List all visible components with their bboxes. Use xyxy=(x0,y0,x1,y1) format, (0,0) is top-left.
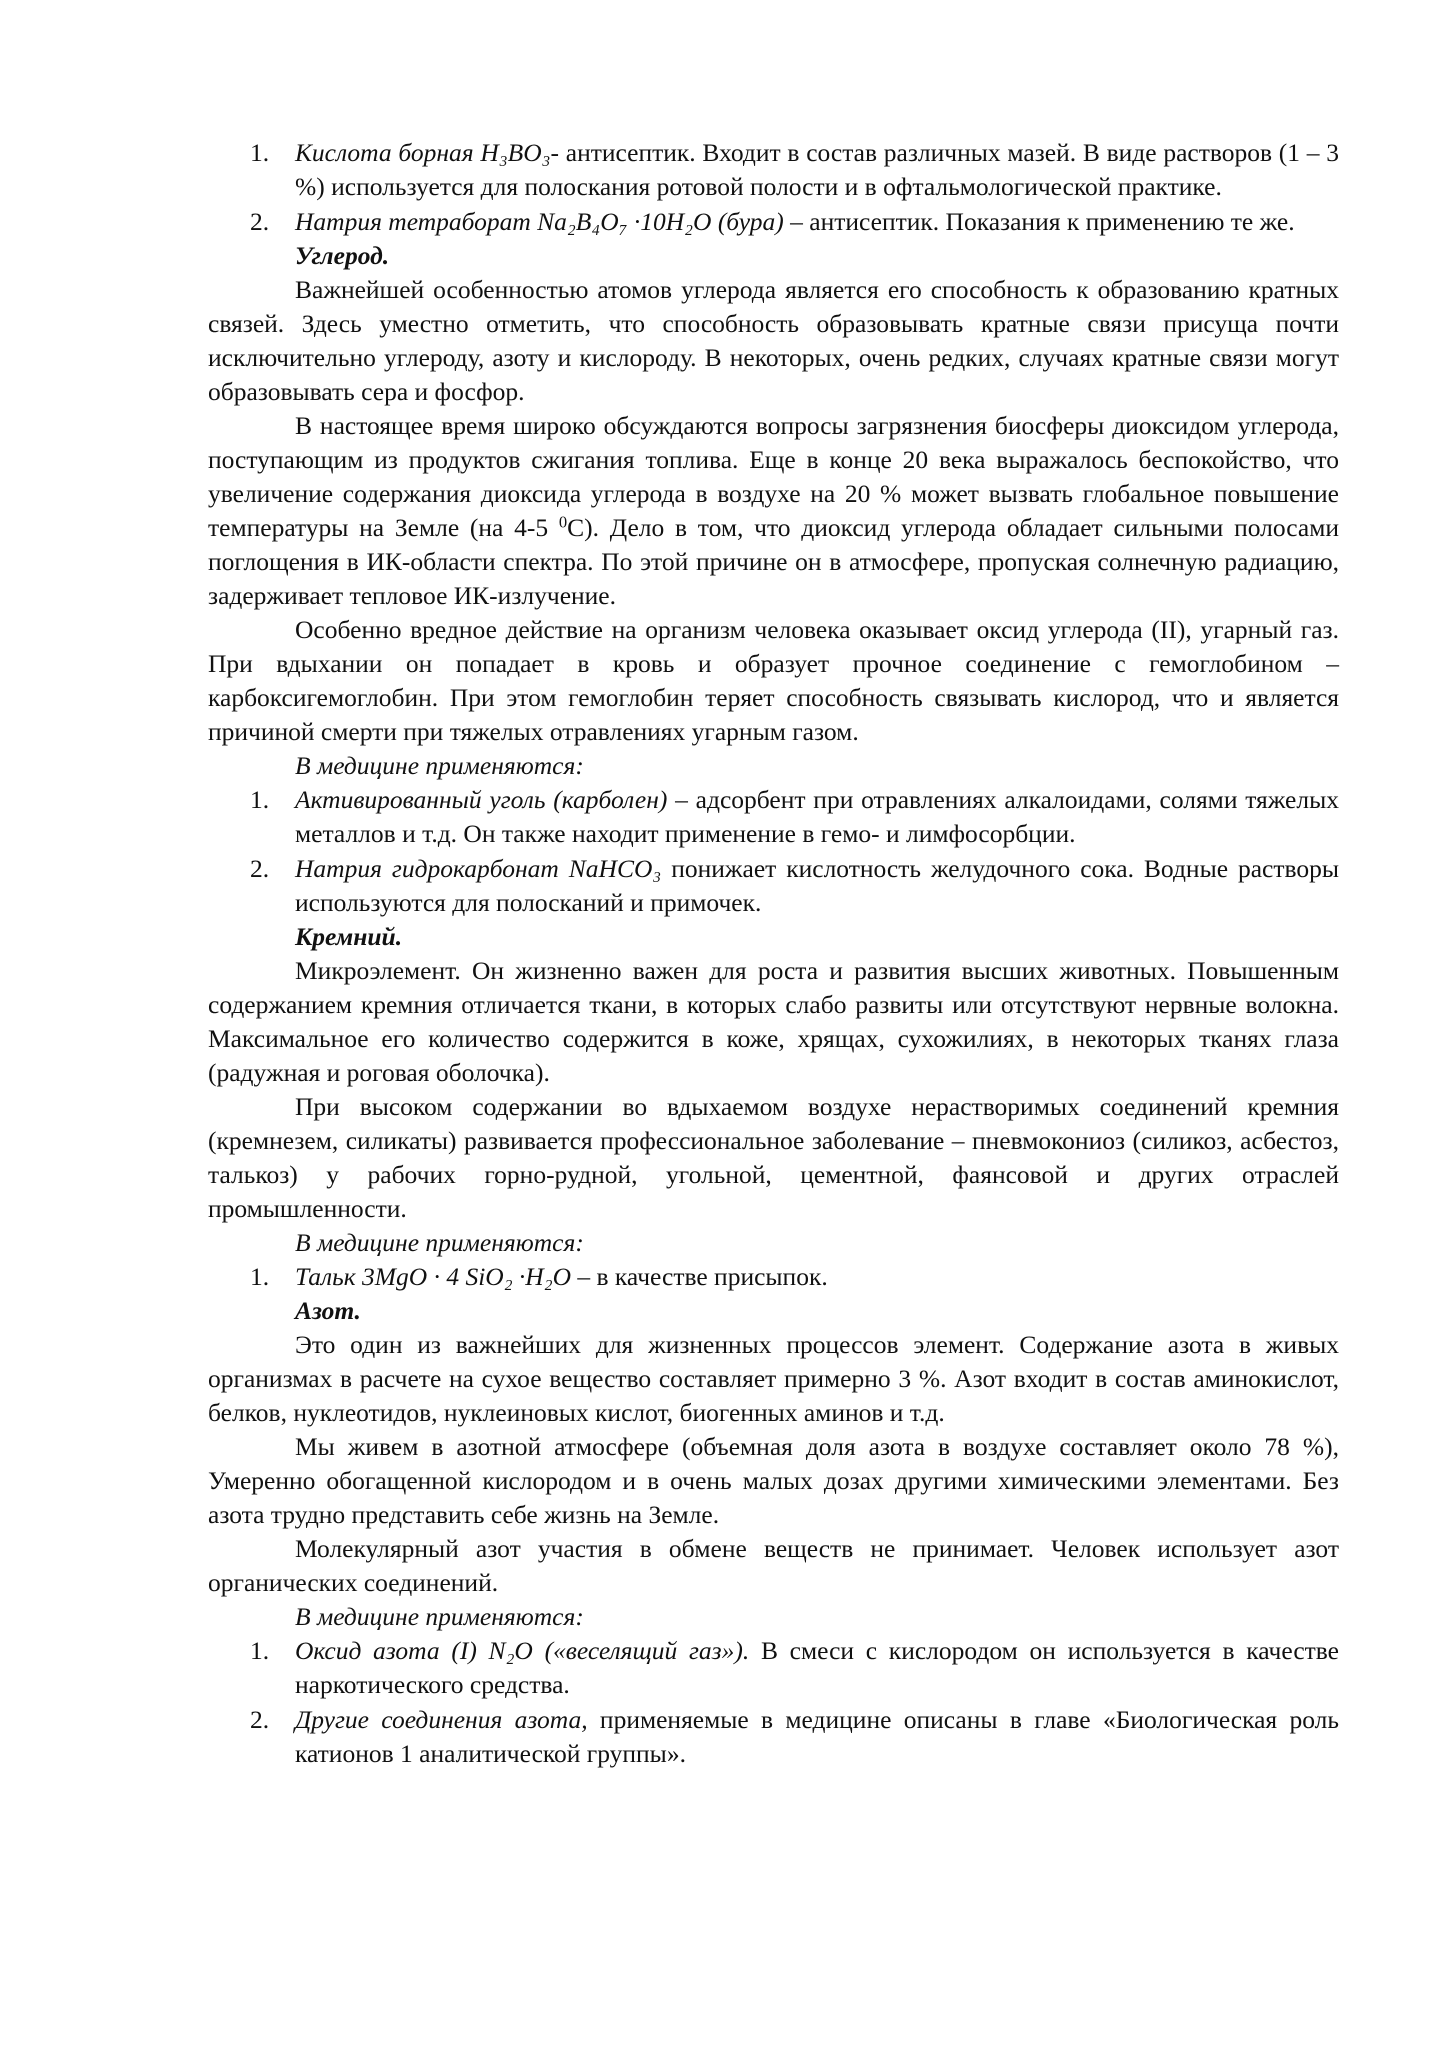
list-item xyxy=(208,1703,1339,1771)
list-text: – антисептик. Показания к применению те же. xyxy=(783,207,1295,236)
paragraph-text: С). Дело в том, что диоксид углерода обладает сильными полосами поглощения в ИК-области спектра. По этой причине он в атмосфере, пропуская солнечную радиацию, задерживает тепловое ИК-излучение. xyxy=(208,513,1339,610)
list-term: Натрия гидрокарбонат NaHCO₃ xyxy=(295,854,662,883)
list-term: Другие соединения азота, xyxy=(295,1705,588,1734)
list-item xyxy=(208,1634,1339,1702)
list-item xyxy=(208,205,1339,239)
section-heading-carbon: Углерод. xyxy=(295,241,390,270)
list-item xyxy=(208,852,1339,920)
paragraph: Микроэлемент. Он жизненно важен для роста и развития высших животных. Повышенным содержанием кремния отличается ткани, в которых слабо развиты или отсутствуют нервные волокна. Максимальное его количество содержится в коже, хрящах, сухожилиях, в некоторых тканях глаза (радужная и роговая оболочка). xyxy=(208,956,1339,1087)
list-number: 2. xyxy=(250,854,270,883)
list-number: 1. xyxy=(250,1636,270,1665)
list-text: – адсорбент при отравлениях алкалоидами, солями тяжелых металлов и т.д. Он также находит применение в гемо- и лимфосорбции. xyxy=(295,785,1339,848)
list-text: понижает кислотность желудочного сока. Водные растворы используются для полосканий и примочек. xyxy=(295,854,1339,917)
paragraph: При высоком содержании во вдыхаемом воздухе нерастворимых соединений кремния (кремнезем, силикаты) развивается профессиональное заболевание – пневмокониоз (силикоз, асбестоз, талькоз) у рабочих горно-рудной, угольной, цементной, фаянсовой и других отраслей промышленности. xyxy=(208,1092,1339,1223)
paragraph xyxy=(208,409,1339,613)
list-number: 2. xyxy=(250,1705,270,1734)
paragraph-text: В настоящее время широко обсуждаются вопросы загрязнения биосферы диоксидом углерода, поступающим из продуктов сжигания топлива. Еще в конце 20 века выражалось беспокойство, что увеличение содержания диоксида углерода в воздухе на 20 % может вызвать глобальное повышение температуры на Земле (на 4-5 xyxy=(208,411,1339,542)
list-text: антисептик. Входит в состав различных мазей. В виде растворов (1 – 3 %) используется для полоскания ротовой полости и в офтальмологической практике. xyxy=(295,138,1340,201)
subheading-medicine: В медицине применяются: xyxy=(295,1228,584,1257)
list-number: 1. xyxy=(250,138,270,167)
list-item xyxy=(208,136,1339,204)
list-term: Оксид азота (I) N₂O («веселящий газ»). xyxy=(295,1636,750,1665)
paragraph: Это один из важнейших для жизненных процессов элемент. Содержание азота в живых организмах в расчете на сухое вещество составляет примерно 3 %. Азот входит в состав аминокислот, белков, нуклеотидов, нуклеиновых кислот, биогенных аминов и т.д. xyxy=(208,1330,1339,1427)
paragraph: Мы живем в азотной атмосфере (объемная доля азота в воздухе составляет около 78 %), Умеренно обогащенной кислородом и в очень малых дозах другими химическими элементами. Без азота трудно представить себе жизнь на Земле. xyxy=(208,1432,1339,1529)
list-text: применяемые в медицине описаны в главе «Биологическая роль катионов 1 аналитической группы». xyxy=(295,1705,1339,1768)
list-term: Натрия тетраборат Na₂B₄O₇ ·10H₂O (бура) xyxy=(295,207,784,236)
list-text: В смеси с кислородом он используется в качестве наркотического средства. xyxy=(295,1636,1339,1699)
list-item xyxy=(208,1260,1339,1294)
list-text: – в качестве присыпок. xyxy=(571,1262,828,1291)
list-term: Тальк 3MgO · 4 SiO₂ ·H₂O xyxy=(295,1262,572,1291)
list-number: 1. xyxy=(250,785,270,814)
paragraph: Молекулярный азот участия в обмене веществ не принимает. Человек использует азот органических соединений. xyxy=(208,1534,1339,1597)
list-item xyxy=(208,783,1339,851)
list-number: 2. xyxy=(250,207,270,236)
list-number: 1. xyxy=(250,1262,270,1291)
subheading-medicine: В медицине применяются: xyxy=(295,1602,584,1631)
list-term: Активированный уголь (карболен) xyxy=(295,785,668,814)
subheading-medicine: В медицине применяются: xyxy=(295,751,584,780)
section-heading-silicon: Кремний. xyxy=(295,922,403,951)
list-term: Кислота борная H₃BO₃- xyxy=(295,138,560,167)
paragraph: Особенно вредное действие на организм человека оказывает оксид углерода (II), угарный газ. При вдыхании он попадает в кровь и образует прочное соединение с гемоглобином – карбоксигемоглобин. При этом гемоглобин теряет способность связывать кислород, что и является причиной смерти при тяжелых отравлениях угарным газом. xyxy=(208,615,1339,746)
degree-superscript: 0 xyxy=(558,512,568,532)
paragraph: Важнейшей особенностью атомов углерода является его способность к образованию кратных связей. Здесь уместно отметить, что способность образовывать кратные связи присуща почти исключительно углероду, азоту и кислороду. В некоторых, очень редких, случаях кратные связи могут образовывать сера и фосфор. xyxy=(208,275,1339,406)
section-heading-nitrogen: Азот. xyxy=(295,1296,361,1325)
